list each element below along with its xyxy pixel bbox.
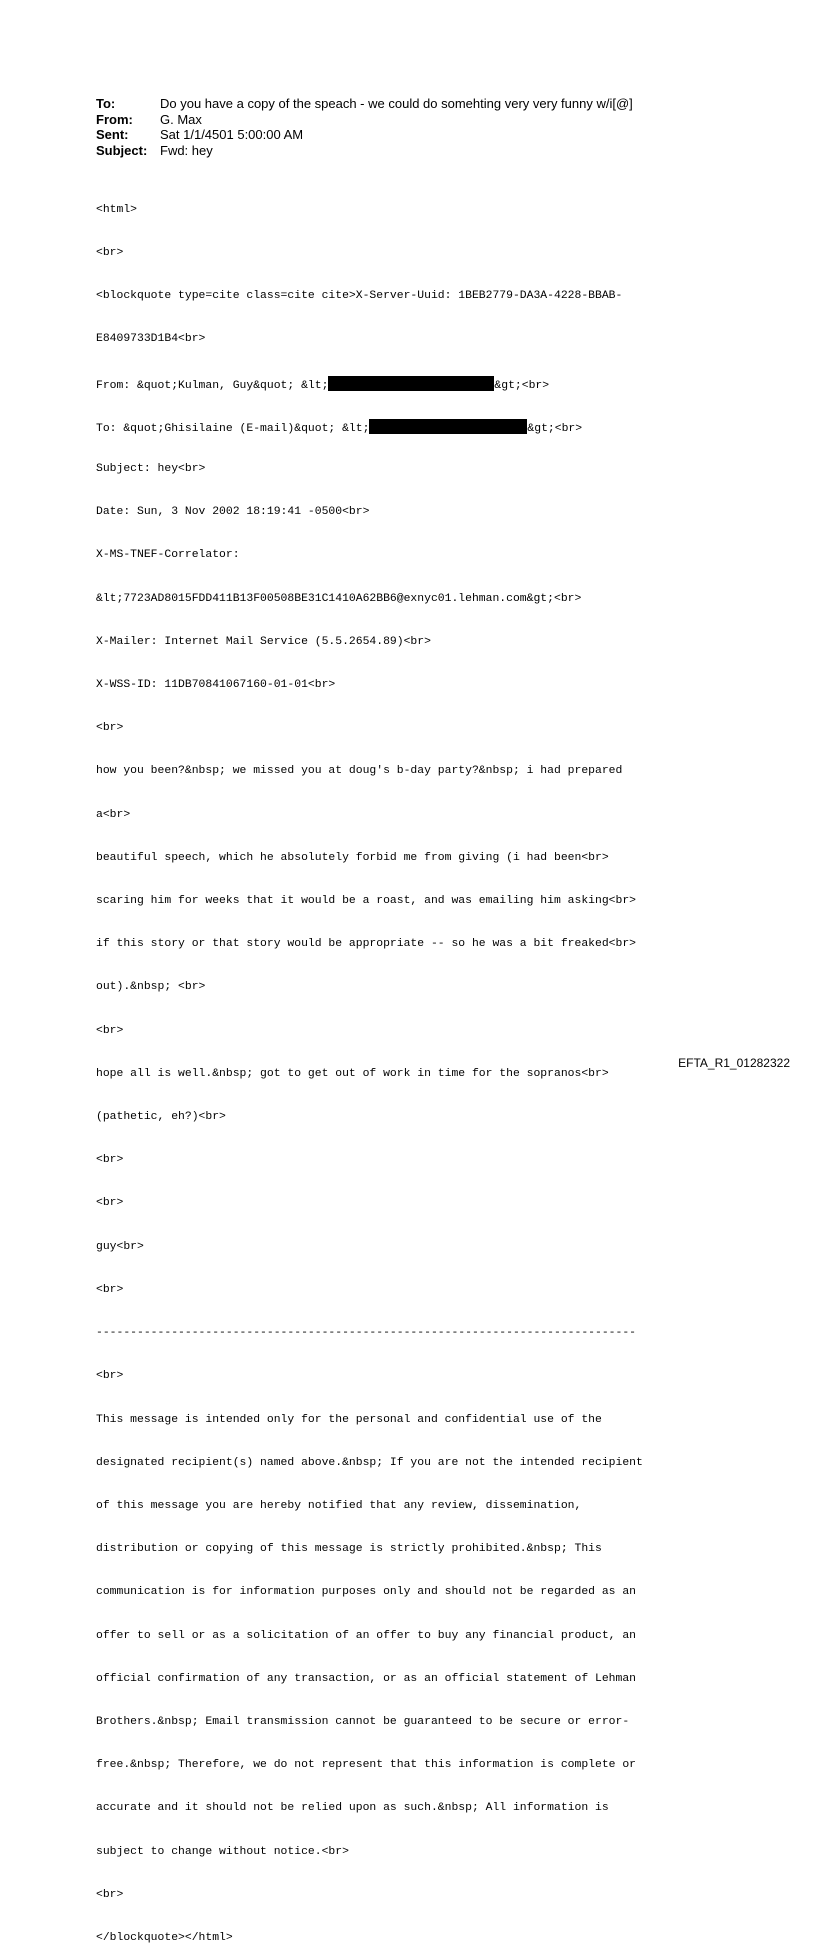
body-line: <html> [96, 203, 138, 216]
body-line: scaring him for weeks that it would be a roast, and was emailing him asking<br> [96, 895, 637, 908]
body-line: a<br> [96, 808, 131, 821]
disclaimer-line: accurate and it should not be relied upon as such.&nbsp; All information is [96, 1802, 609, 1815]
header-subject-row [96, 143, 633, 159]
body-line: <br> [96, 1283, 124, 1296]
disclaimer-line: free.&nbsp; Therefore, we do not represent that this information is complete or [96, 1759, 637, 1772]
body-line: <br> [96, 1197, 124, 1210]
to-line [96, 419, 643, 433]
from-line-start: From: &quot;Kulman, Guy&quot; &lt; [96, 379, 329, 392]
disclaimer-line: This message is intended only for the personal and confidential use of the [96, 1413, 602, 1426]
body-line: if this story or that story would be appropriate -- so he was a bit freaked<br> [96, 938, 637, 951]
email-body [96, 174, 643, 1960]
header-to-row [96, 96, 633, 112]
from-line [96, 376, 643, 390]
sent-value: Sat 1/1/4501 5:00:00 AM [160, 127, 304, 142]
header-sent-row [96, 127, 633, 143]
disclaimer-line: Brothers.&nbsp; Email transmission cannot be guaranteed to be secure or error- [96, 1715, 630, 1728]
separator-line: ------------------------------------------------------------------------------- [96, 1327, 637, 1340]
subject-label: Subject: [96, 142, 148, 158]
body-line: out).&nbsp; <br> [96, 981, 206, 994]
body-line: Subject: hey<br> [96, 463, 206, 476]
from-label: From: [96, 111, 133, 127]
body-line: hope all is well.&nbsp; got to get out of work in time for the sopranos<br> [96, 1067, 609, 1080]
body-line: <blockquote type=cite class=cite cite>X-Server-Uuid: 1BEB2779-DA3A-4228-BBAB- [96, 290, 623, 303]
body-line: how you been?&nbsp; we missed you at doug's b-day party?&nbsp; i had prepared [96, 765, 623, 778]
body-line: </blockquote></html> [96, 1931, 233, 1944]
disclaimer-line: communication is for information purposes only and should not be regarded as an [96, 1586, 637, 1599]
body-line: <br> [96, 247, 124, 260]
to-label: To: [96, 96, 116, 111]
body-line: (pathetic, eh?)<br> [96, 1111, 226, 1124]
body-line: guy<br> [96, 1240, 144, 1253]
body-line: X-WSS-ID: 11DB70841067160-01-01<br> [96, 679, 336, 692]
disclaimer-line: distribution or copying of this message is strictly prohibited.&nbsp; This [96, 1543, 602, 1556]
subject-value: Fwd: hey [160, 142, 213, 158]
redaction-box [369, 419, 527, 434]
disclaimer-line: designated recipient(s) named above.&nbsp; If you are not the intended recipient [96, 1456, 643, 1469]
header-from-row [96, 112, 633, 128]
to-line-end: &gt;<br> [527, 422, 583, 435]
redaction-box [328, 376, 494, 391]
disclaimer-line: of this message you are hereby notified that any review, dissemination, [96, 1499, 582, 1512]
document-id: EFTA_R1_01282322 [678, 1056, 790, 1070]
body-line: <br> [96, 1888, 124, 1901]
body-line: &lt;7723AD8015FDD411B13F00508BE31C1410A62BB6@exnyc01.lehman.com&gt;<br> [96, 592, 582, 605]
body-line: <br> [96, 1370, 124, 1383]
body-line: X-MS-TNEF-Correlator: [96, 549, 240, 562]
body-line: E8409733D1B4<br> [96, 333, 206, 346]
sent-label: Sent: [96, 127, 129, 142]
disclaimer-line: offer to sell or as a solicitation of an offer to buy any financial product, an [96, 1629, 637, 1642]
to-line-start: To: &quot;Ghisilaine (E-mail)&quot; &lt; [96, 422, 370, 435]
body-line: <br> [96, 1024, 124, 1037]
from-line-end: &gt;<br> [494, 379, 550, 392]
body-line: <br> [96, 722, 124, 735]
body-line: beautiful speech, which he absolutely forbid me from giving (i had been<br> [96, 851, 609, 864]
body-line: Date: Sun, 3 Nov 2002 18:19:41 -0500<br> [96, 506, 370, 519]
from-value: G. Max [160, 111, 202, 127]
body-line: <br> [96, 1154, 124, 1167]
disclaimer-line: official confirmation of any transaction, or as an official statement of Lehman [96, 1672, 637, 1685]
to-value: Do you have a copy of the speach - we could do somehting very very funny w/i[@] [160, 96, 633, 111]
body-line: X-Mailer: Internet Mail Service (5.5.2654.89)<br> [96, 635, 431, 648]
email-header [96, 96, 633, 158]
disclaimer-line: subject to change without notice.<br> [96, 1845, 349, 1858]
